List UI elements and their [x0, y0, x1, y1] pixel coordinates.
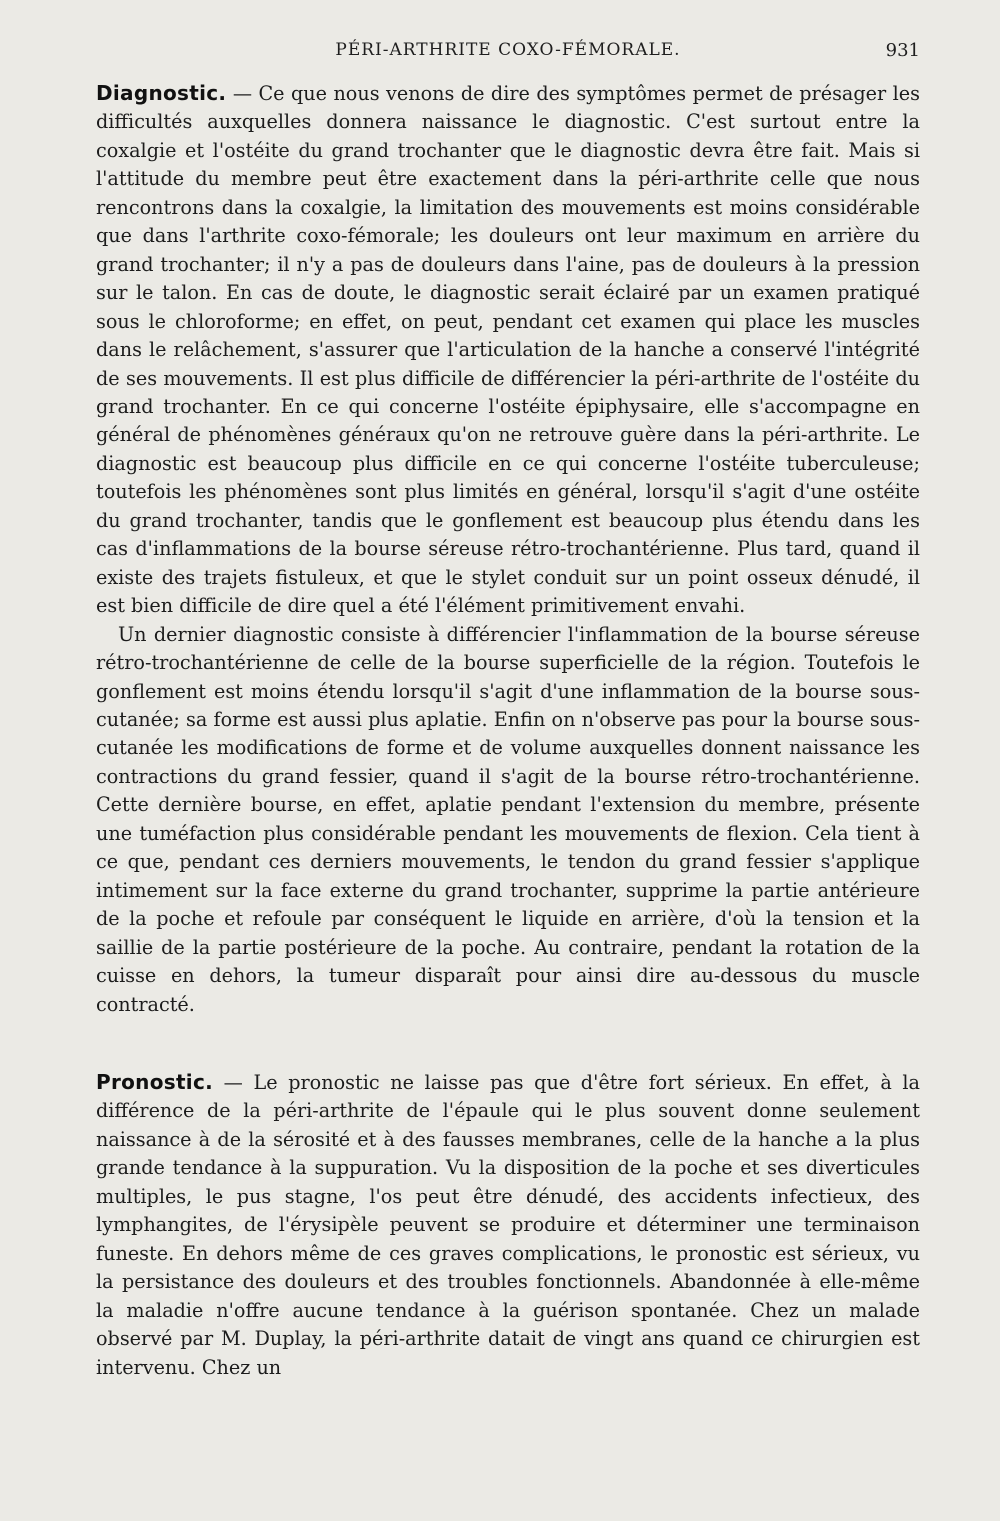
- running-title: PÉRI-ARTHRITE COXO-FÉMORALE.: [335, 40, 681, 60]
- diagnostic-section: [96, 79, 920, 1019]
- pronostic-paragraph-1: [96, 1068, 920, 1382]
- pronostic-section: [96, 1068, 920, 1382]
- running-head: [96, 40, 920, 66]
- diagnostic-paragraph-1-text: — Ce que nous venons de dire des symptômes permet de présager les difficultés auxquelles donnera naissance le diagnostic. C'est surtout entre la coxalgie et l'ostéite du grand trochanter que le diagnostic devra être fait. Mais si l'attitude du membre peut être exactement dans la péri-arthrite celle que nous rencontrons dans la coxalgie, la limitation des mouvements est moins considérable que dans l'arthrite coxo-fémorale; les douleurs ont leur maximum en arrière du grand trochanter; il n'y a pas de douleurs dans l'aine, pas de douleurs à la pression sur le talon. En cas de doute, le diagnostic serait éclairé par un examen pratiqué sous le chloroforme; en effet, on peut, pendant cet examen qui place les muscles dans le relâchement, s'assurer que l'articulation de la hanche a conservé l'intégrité de ses mouvements. Il est plus difficile de différencier la péri-arthrite de l'ostéite du grand trochanter. En ce qui concerne l'ostéite épiphysaire, elle s'accompagne en général de phénomènes généraux qu'on ne retrouve guère dans la péri-arthrite. Le diagnostic est beaucoup plus difficile en ce qui concerne l'ostéite tuberculeuse; toutefois les phénomènes sont plus limités en général, lorsqu'il s'agit d'une ostéite du grand trochanter, tandis que le gonflement est beaucoup plus étendu dans les cas d'inflammations de la bourse séreuse rétro-trochantérienne. Plus tard, quand il existe des trajets fistuleux, et que le stylet conduit sur un point osseux dénudé, il est bien difficile de dire quel a été l'élément primitivement envahi.: [96, 82, 920, 618]
- diagnostic-heading: Diagnostic.: [96, 81, 227, 105]
- pronostic-paragraph-1-text: — Le pronostic ne laisse pas que d'être fort sérieux. En effet, à la différence de la péri-arthrite de l'épaule qui le plus souvent donne seulement naissance à de la sérosité et à des fausses membranes, celle de la hanche a la plus grande tendance à la suppuration. Vu la disposition de la poche et ses diverticules multiples, le pus stagne, l'os peut être dénudé, des accidents infectieux, des lymphangites, de l'érysipèle peuvent se produire et déterminer une terminaison funeste. En dehors même de ces graves complications, le pronostic est sérieux, vu la persistance des douleurs et des troubles fonctionnels. Abandonnée à elle-même la maladie n'offre aucune tendance à la guérison spontanée. Chez un malade observé par M. Duplay, la péri-arthrite datait de vingt ans quand ce chirurgien est intervenu. Chez un: [96, 1071, 920, 1379]
- diagnostic-paragraph-1: [96, 79, 920, 621]
- page-number: 931: [885, 40, 920, 61]
- pronostic-heading: Pronostic.: [96, 1070, 214, 1094]
- diagnostic-paragraph-2: Un dernier diagnostic consiste à différencier l'inflammation de la bourse séreuse rétro-trochantérienne de celle de la bourse superficielle de la région. Toutefois le gonflement est moins étendu lorsqu'il s'agit d'une inflammation de la bourse sous-cutanée; sa forme est aussi plus aplatie. Enfin on n'observe pas pour la bourse sous-cutanée les modifications de forme et de volume auxquelles donnent naissance les contractions du grand fessier, quand il s'agit de la bourse rétro-trochantérienne. Cette dernière bourse, en effet, aplatie pendant l'extension du membre, présente une tuméfaction plus considérable pendant les mouvements de flexion. Cela tient à ce que, pendant ces derniers mouvements, le tendon du grand fessier s'applique intimement sur la face externe du grand trochanter, supprime la partie antérieure de la poche et refoule par conséquent le liquide en arrière, d'où la tension et la saillie de la partie postérieure de la poche. Au contraire, pendant la rotation de la cuisse en dehors, la tumeur disparaît pour ainsi dire au-dessous du muscle contracté.: [96, 622, 920, 1016]
